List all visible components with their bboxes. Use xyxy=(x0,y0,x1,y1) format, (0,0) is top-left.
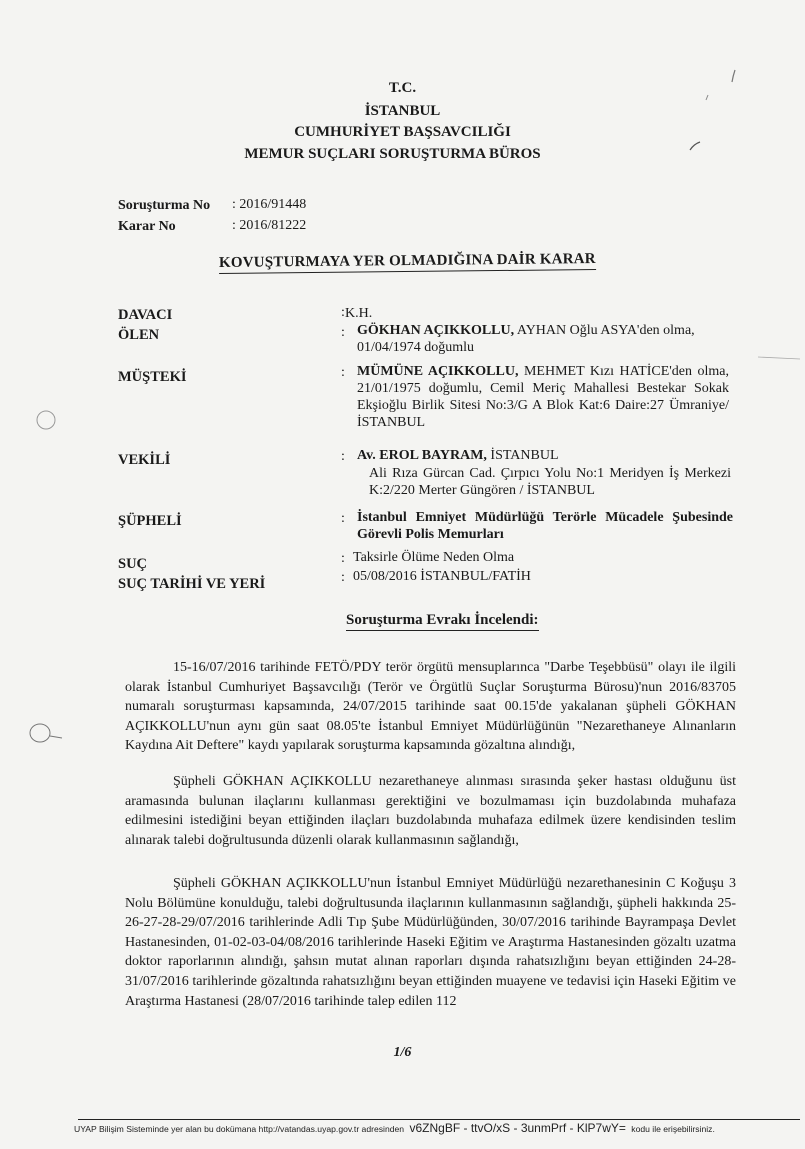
suc-colon: : xyxy=(341,551,345,566)
musteki-label: MÜŞTEKİ xyxy=(118,369,187,385)
header-city: İSTANBUL xyxy=(364,103,441,119)
vekili-name: Av. EROL BAYRAM, xyxy=(357,448,487,463)
supheli-colon: : xyxy=(341,511,345,526)
olen-label: ÖLEN xyxy=(118,327,160,343)
suc-tarihi-label: SUÇ TARİHİ VE YERİ xyxy=(118,576,266,592)
sorusturma-no-value: : 2016/91448 xyxy=(232,197,307,212)
supheli-label: ŞÜPHELİ xyxy=(118,513,182,529)
olen-colon: : xyxy=(341,325,345,340)
davaci-value: K.H. xyxy=(345,306,373,321)
vekili-label: VEKİLİ xyxy=(118,452,171,468)
header-tc: T.C. xyxy=(388,80,417,96)
section-title: Soruşturma Evrakı İncelendi: xyxy=(346,612,539,631)
paragraph-3: Şüpheli GÖKHAN AÇIKKOLLU'nun İstanbul Emniyet Müdürlüğü nezarethanesinin C Koğuşu 3 Nolu Bölümüne konulduğu, talebi doğrultusunda ilaçlarının kullanmasının sağlandığı, şüpheli hakkında 25-26-27-28-29/07/2016 tarihlerinde Adli Tıp Şube Müdürlüğünden, 30/07/2016 tarihinde Bayrampaşa Devlet Hastanesinden, 01-02-03-04/08/2016 tarihlerinde Haseki Eğitim ve Araştırma Hastanesinden gözaltı uzatma doktor raporlarının alındığı, şahsın mutat alınan raporları dışında rahatsızlığını beyan ettiğinden 24-28-31/07/2016 tarihlerinde gözaltında rahatsızlığını beyan ettiğinden muayene ve tedavisi için Haseki Eğitim ve Araştırma Hastanesi (28/07/2016 tarihinde talep edilen 112 xyxy=(125,876,736,1009)
karar-no-value: : 2016/81222 xyxy=(232,218,307,233)
punch-hole-mark-bottom xyxy=(30,724,62,742)
sorusturma-no-label: Soruşturma No xyxy=(118,198,211,213)
suc-label: SUÇ xyxy=(118,556,148,572)
paragraph-1: 15-16/07/2016 tarihinde FETÖ/PDY terör örgütü mensuplarınca "Darbe Teşebbüsü" olayı ile ilgili olarak İstanbul Cumhuriyet Başsavcılığı (Terör ve Örgütlü Suçlar Soruşturma Bürosu)'nun 2016/83705 numaralı soruşturması kapsamında, 24/07/2015 tarihinde saat 00.15'de yakalanan şüpheli GÖKHAN AÇIKKOLLU'nun aynı gün saat 08.05'te İstanbul Emniyet Müdürlüğünün "Nezarethaneye Alınanların Kaydına Ait Deftere" kaydı yapılarak soruşturma kapsamında gözaltına alındığı, xyxy=(125,660,736,754)
page-number: 1/6 xyxy=(393,1045,412,1060)
suc-tarihi-value: 05/08/2016 İSTANBUL/FATİH xyxy=(353,569,531,584)
musteki-details: MEHMET Kızı HATİCE'den olma, 21/01/1975 doğumlu, Cemil Meriç Mahallesi Bestekar Sokak Ekşioğlu Birlik Sitesi No:3/G A Blok Kat:6 Daire:27 Ümraniye/ İSTANBUL xyxy=(357,364,730,430)
suc-tarihi-colon: : xyxy=(341,570,345,585)
header-office: CUMHURİYET BAŞSAVCILIĞI xyxy=(294,124,511,140)
footer-verification-code: v6ZNgBF - ttvO/xS - 3unmPrf - KlP7wY= xyxy=(409,1121,626,1135)
paragraph-2: Şüpheli GÖKHAN AÇIKKOLLU nezarethaneye alınması sırasında şeker hastası olduğunu üst aramasında bulunan ilaçlarını kullanması gerektiğini ve bozulmaması için buzdolabında muhafaza edilmesini istediğini beyan ettiğinden ilaçları buzdolabında muhafaza edilmek üzere kendisinden teslim alınarak talebi doğrultusunda düzenli olarak kullanmasının sağlandığı, xyxy=(125,774,736,848)
olen-details: AYHAN Oğlu ASYA'den olma, 01/04/1974 doğumlu xyxy=(357,323,695,355)
musteki-colon: : xyxy=(341,365,345,380)
davaci-colon: : xyxy=(341,305,345,320)
karar-no-label: Karar No xyxy=(118,219,176,234)
suc-value: Taksirle Ölüme Neden Olma xyxy=(353,550,515,565)
scan-scratch-3 xyxy=(758,357,800,359)
olen-name: GÖKHAN AÇIKKOLLU, xyxy=(357,323,515,338)
punch-hole-mark-top xyxy=(37,411,55,429)
decision-title: KOVUŞTURMAYA YER OLMADIĞINA DAİR KARAR xyxy=(219,251,596,274)
vekili-city: İSTANBUL xyxy=(490,448,559,463)
footer-prefix: UYAP Bilişim Sisteminde yer alan bu dokümana http://vatandas.uyap.gov.tr adresinden xyxy=(74,1124,405,1134)
scan-scratch-4 xyxy=(706,95,708,100)
header-bureau: MEMUR SUÇLARI SORUŞTURMA BÜROS xyxy=(244,146,541,162)
musteki-name: MÜMÜNE AÇIKKOLLU, xyxy=(357,364,519,379)
vekili-colon: : xyxy=(341,449,345,464)
scan-scratch-1 xyxy=(690,142,700,150)
vekili-address: Ali Rıza Gürcan Cad. Çırpıcı Yolu No:1 Meridyen İş Merkezi K:2/220 Merter Güngören / İSTANBUL xyxy=(369,466,731,498)
supheli-value: İstanbul Emniyet Müdürlüğü Terörle Mücadele Şubesinde Görevli Polis Memurları xyxy=(357,510,733,542)
scan-scratch-2 xyxy=(732,70,735,82)
davaci-label: DAVACI xyxy=(118,307,173,323)
footer-suffix: kodu ile erişebilirsiniz. xyxy=(631,1124,715,1134)
